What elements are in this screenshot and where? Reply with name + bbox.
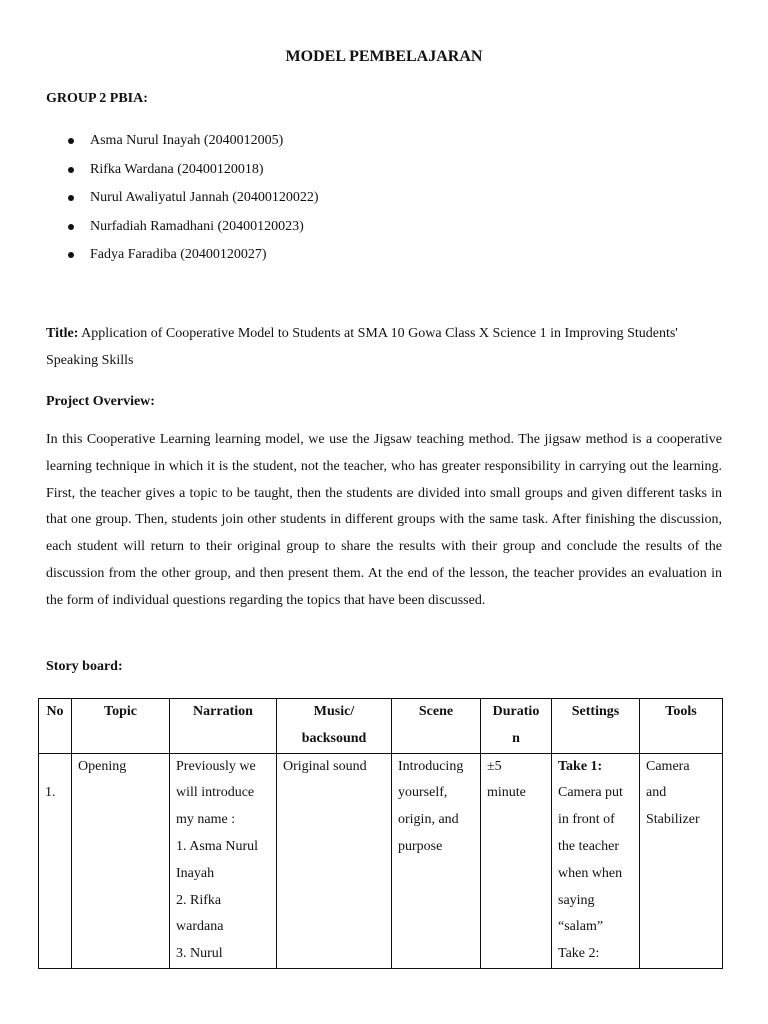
narration-line: 3. Nurul <box>176 946 223 962</box>
cell-no <box>39 753 72 968</box>
narration-line: wardana <box>176 919 224 935</box>
header-narration: Narration <box>170 699 277 754</box>
bullet-icon <box>68 252 74 258</box>
member-name: Rifka Wardana (20400120018) <box>90 161 264 177</box>
list-item <box>66 130 319 159</box>
settings-line: the teacher <box>558 838 620 854</box>
member-name: Nurfadiah Ramadhani (20400120023) <box>90 218 304 234</box>
storyboard-table <box>38 698 723 969</box>
member-name: Fadya Faradiba (20400120027) <box>90 247 267 262</box>
tools-line: Stabilizer <box>646 812 700 828</box>
narration-line: my name : <box>176 812 236 828</box>
storyboard-heading: Story board: <box>46 659 123 674</box>
header-scene: Scene <box>392 699 481 754</box>
overview-heading: Project Overview: <box>46 394 155 409</box>
scene-line: origin, and <box>398 812 459 828</box>
document-title: MODEL PEMBELAJARAN <box>285 48 483 65</box>
cell-settings <box>552 753 640 968</box>
table-header-row <box>39 699 723 754</box>
scene-line: yourself, <box>398 785 448 801</box>
project-title <box>46 320 722 374</box>
cell-tools <box>640 753 723 968</box>
header-music <box>277 699 392 754</box>
bullet-icon <box>68 195 74 201</box>
cell-music: Original sound <box>277 753 392 968</box>
header-no: No <box>39 699 72 754</box>
narration-line: Previously we <box>176 758 256 774</box>
list-item <box>66 244 319 273</box>
header-duration-line2: n <box>512 730 520 746</box>
list-item <box>66 216 319 245</box>
title-text: Application of Cooperative Model to Students at SMA 10 Gowa Class X Science 1 in Improving Students' Speaking Skills <box>46 326 678 368</box>
header-music-line1: Music/ <box>313 704 355 719</box>
settings-line: when when <box>558 865 623 881</box>
header-topic: Topic <box>72 699 170 754</box>
cell-narration <box>170 753 277 968</box>
narration-line: 1. Asma Nurul <box>176 838 259 854</box>
member-list <box>66 130 319 273</box>
settings-take-label: Take 1: <box>558 758 603 774</box>
header-tools: Tools <box>640 699 723 754</box>
narration-line: Inayah <box>176 865 215 881</box>
header-duration-line1: Duratio <box>492 704 540 719</box>
list-item <box>66 187 319 216</box>
scene-line: purpose <box>398 838 443 854</box>
bullet-icon <box>68 167 74 173</box>
settings-line: saying <box>558 892 595 908</box>
bullet-icon <box>68 138 74 144</box>
settings-line: in front of <box>558 812 615 828</box>
header-duration <box>481 699 552 754</box>
row-number: 1. <box>45 785 56 801</box>
group-heading: GROUP 2 PBIA: <box>46 91 148 106</box>
list-item <box>66 159 319 188</box>
settings-line: Take 2: <box>558 946 600 962</box>
settings-line: “salam” <box>558 919 604 935</box>
header-music-line2: backsound <box>301 730 367 746</box>
title-label: Title: <box>46 326 79 341</box>
cell-duration <box>481 753 552 968</box>
cell-topic: Opening <box>72 753 170 968</box>
narration-line: will introduce <box>176 785 255 801</box>
scene-line: Introducing <box>398 758 464 774</box>
member-name: Nurul Awaliyatul Jannah (20400120022) <box>90 190 319 205</box>
narration-line: 2. Rifka <box>176 892 222 908</box>
cell-scene <box>392 753 481 968</box>
table-row <box>39 753 723 968</box>
duration-line: ±5 <box>487 758 502 774</box>
member-name: Asma Nurul Inayah (2040012005) <box>90 133 284 148</box>
settings-line: Camera put <box>558 785 623 801</box>
overview-paragraph: In this Cooperative Learning learning model, we use the Jigsaw teaching method. The jigsaw method is a cooperative learning technique in which it is the student, not the teacher, who has greater responsibility in carrying out the learning. First, the teacher gives a topic to be taught, then the students are divided into small groups and given different tasks in that one group. Then, students join other students in different groups with the same task. After finishing the discussion, each student will return to their original group to share the results with their group and conclude the results of the discussion from the other group, and then present them. At the end of the lesson, the teacher provides an evaluation in the form of individual questions regarding the topics that have been discussed. <box>46 432 722 608</box>
duration-line: minute <box>487 785 526 801</box>
tools-line: and <box>646 785 667 801</box>
bullet-icon <box>68 224 74 230</box>
tools-line: Camera <box>646 758 690 774</box>
header-settings: Settings <box>552 699 640 754</box>
